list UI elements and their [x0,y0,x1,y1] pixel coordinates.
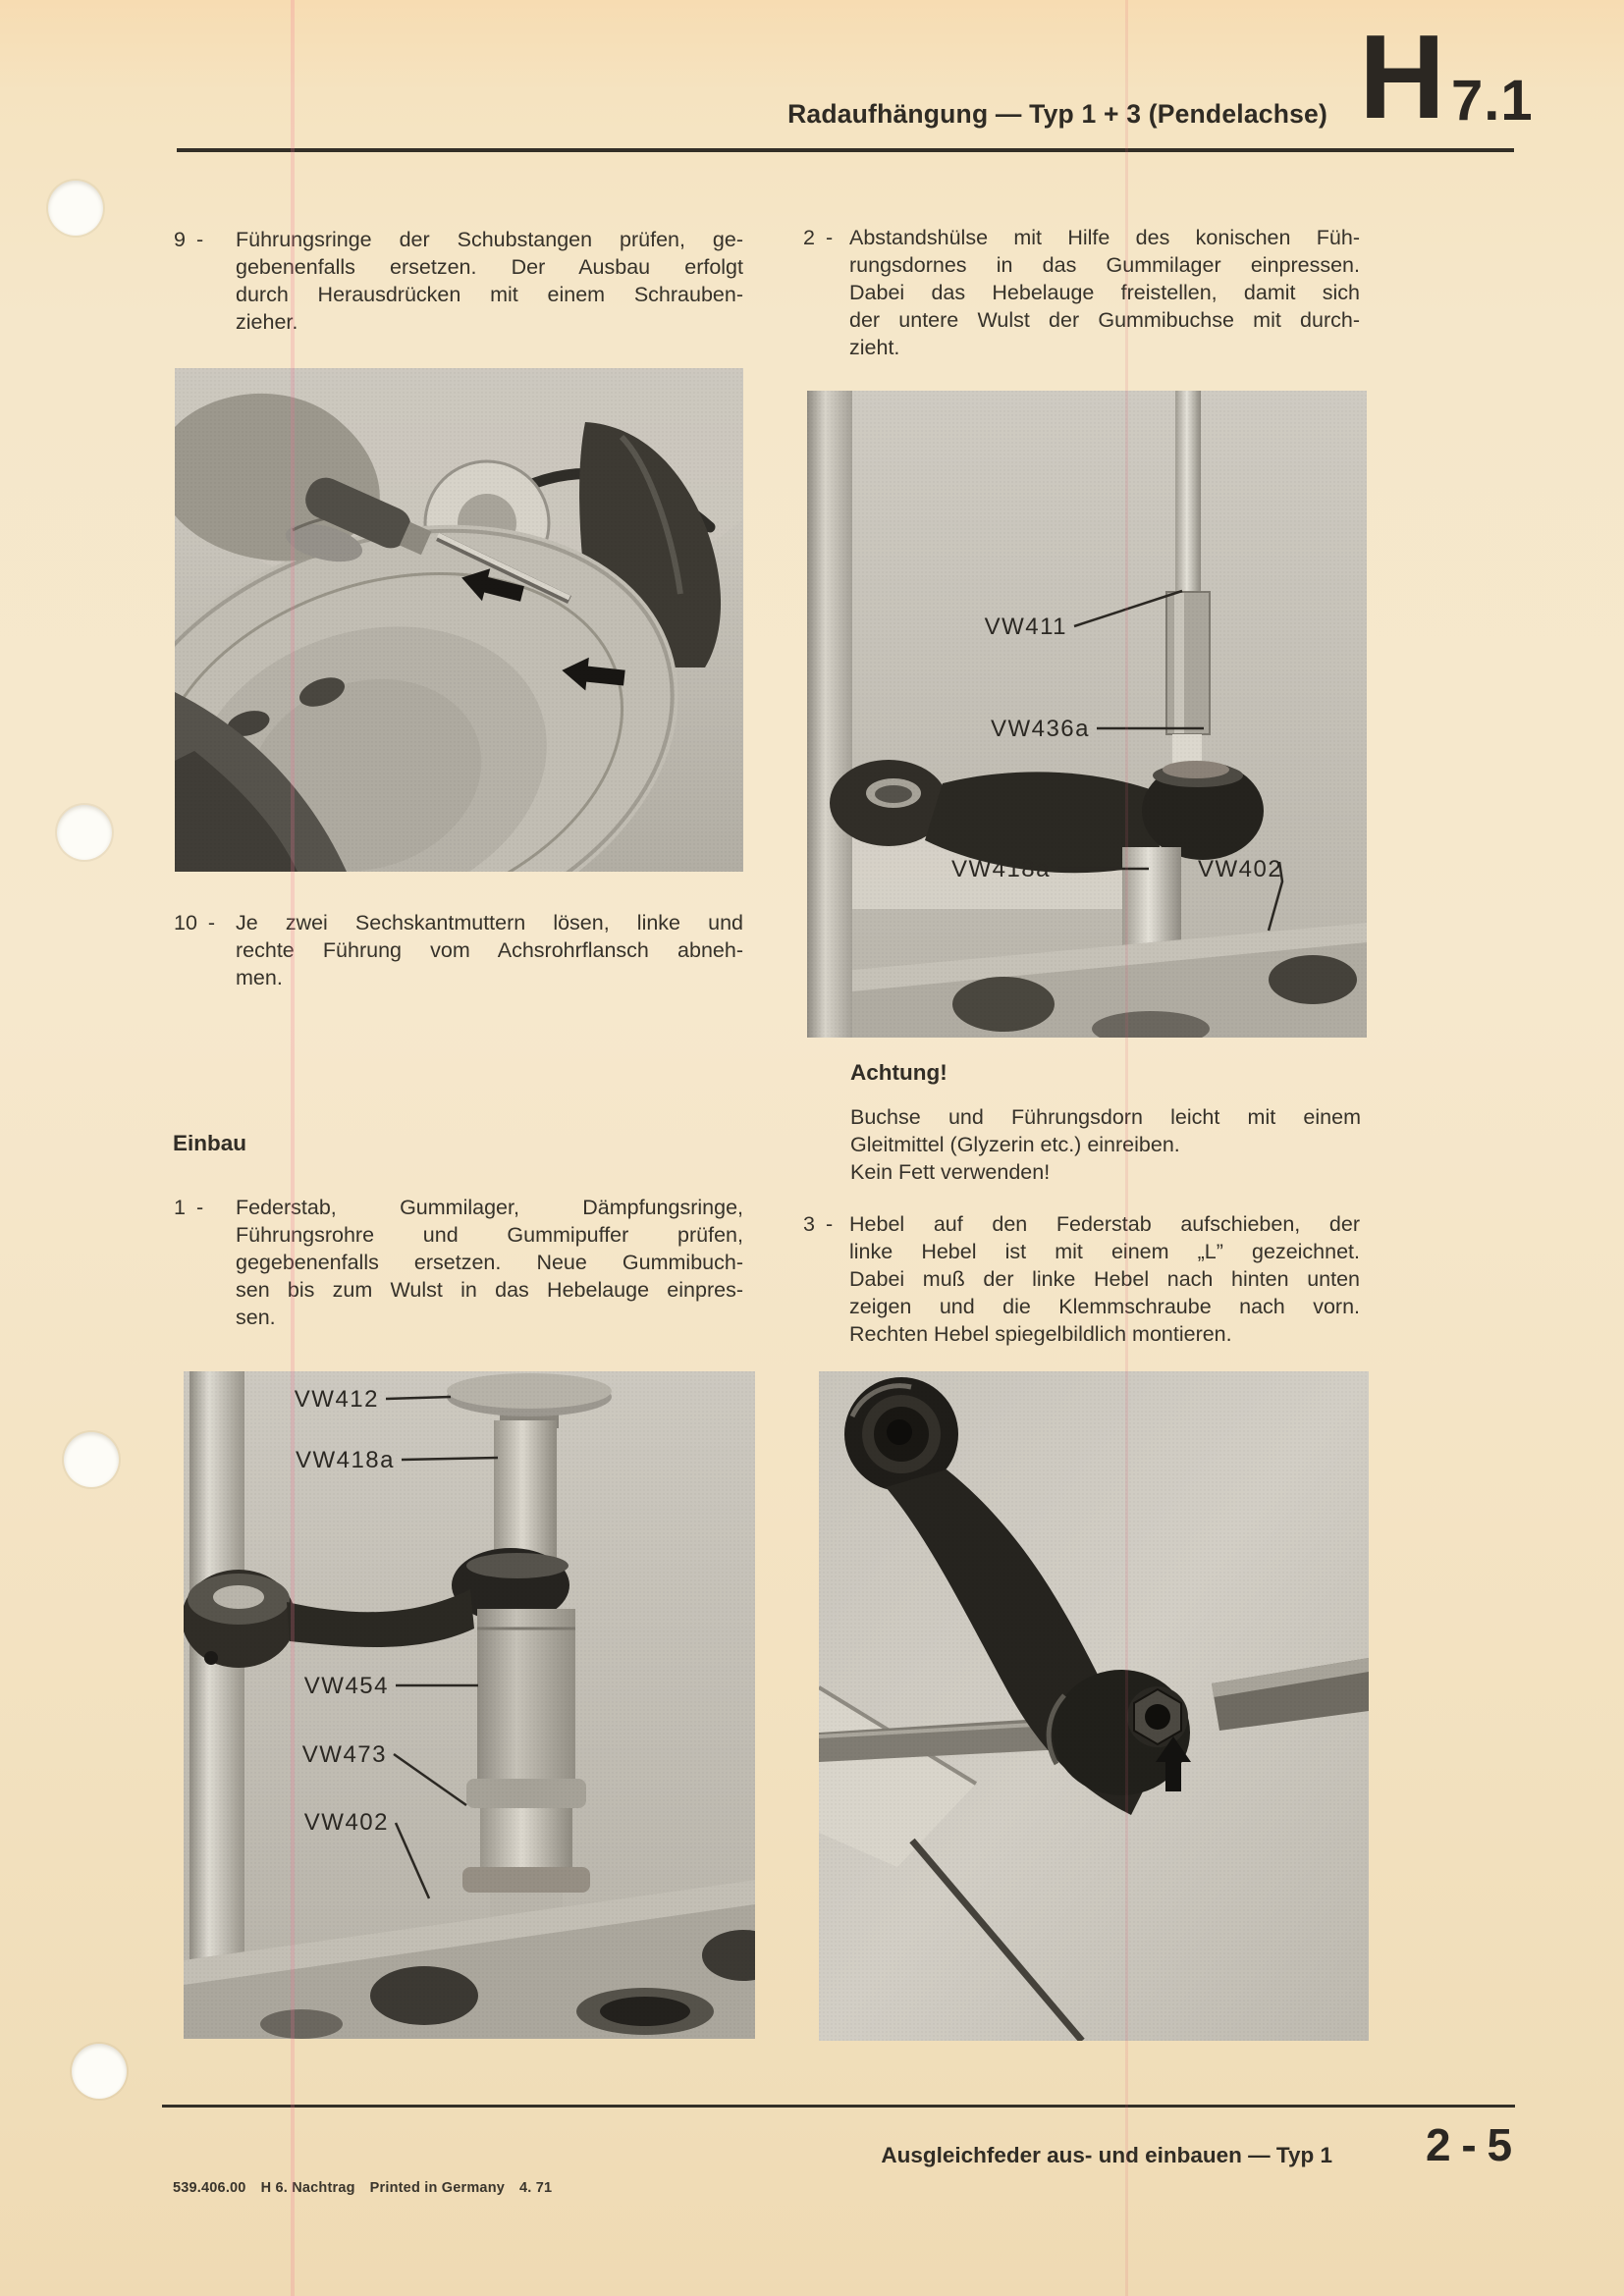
note-text-line: Kein Fett verwenden! [850,1160,1051,1184]
step-text-line: linke Hebel ist mit einem „L” gezeichnet. [849,1240,1360,1263]
imprint-part: Printed in Germany [369,2180,506,2196]
imprint-part: 4. 71 [519,2180,553,2196]
step-text-line: gebenenfalls ersetzen. Der Ausbau erfolgt [236,255,743,279]
footer-imprint [173,2180,552,2196]
step-1 [174,1194,743,1331]
step-text-line: Dabei das Hebelauge freistellen, damit sich [849,281,1360,304]
step-2 [803,224,1360,361]
step-3 [803,1210,1360,1348]
heading-achtung: Achtung! [850,1060,947,1085]
footer-section-title: Ausgleichfeder aus- und einbauen — Typ 1 [881,2143,1332,2167]
achtung-paragraph [850,1103,1361,1186]
step-text-line: men. [236,966,283,989]
step-text-line: Führungsrohre und Gummipuffer prüfen, [236,1223,743,1247]
step-text-line: Je zwei Sechskantmuttern lösen, linke und [236,911,743,934]
section-letter: H [1359,10,1446,143]
step-text-line: sen bis zum Wulst in das Hebelauge einpres- [236,1278,743,1302]
imprint-part: H 6. Nachtrag [260,2180,355,2196]
note-text-line: Buchse und Führungsdorn leicht mit einem [850,1105,1361,1129]
step-text-line: Hebel auf den Federstab aufschieben, der [849,1212,1360,1236]
section-code: 7.1 [1451,69,1534,133]
step-text-line: sen. [236,1306,276,1329]
photo-lever-torsion-bar [819,1371,1369,2041]
step-10 [174,909,743,991]
note-text-line: Gleitmittel (Glyzerin etc.) einreiben. [850,1133,1180,1156]
step-text-line: Federstab, Gummilager, Dämpfungsringe, [236,1196,743,1219]
step-text-line: Abstandshülse mit Hilfe des konischen Füh- [849,226,1360,249]
step-text-line: der untere Wulst der Gummibuchse mit durch- [849,308,1360,332]
punch-hole [64,1432,119,1487]
step-number: 1 - [174,1196,204,1219]
step-number: 10 - [174,911,216,934]
step-number: 9 - [174,228,204,251]
photo-press-tools [184,1371,755,2039]
step-text-line: Rechten Hebel spiegelbildlich montieren. [849,1322,1232,1346]
punch-hole [57,805,112,860]
step-9 [174,226,743,336]
photo-press-mandrel [807,391,1367,1038]
page-number: 2 - 5 [1426,2119,1512,2170]
step-text-line: durch Herausdrücken mit einem Schrauben- [236,283,743,306]
step-text-line: rechte Führung vom Achsrohrflansch abneh- [236,938,743,962]
punch-hole [72,2044,127,2099]
step-number: 2 - [803,226,834,249]
header-rule [177,148,1514,152]
step-text-line: rungsdornes in das Gummilager einpressen. [849,253,1360,277]
step-text-line: zeigen und die Klemmschraube nach vorn. [849,1295,1360,1318]
step-text-line: gegebenenfalls ersetzen. Neue Gummibuch- [236,1251,743,1274]
heading-einbau: Einbau [173,1131,247,1155]
step-text-line: zieher. [236,310,298,334]
step-text-line: zieht. [849,336,900,359]
step-text-line: Führungsringe der Schubstangen prüfen, ge- [236,228,743,251]
footer-rule [162,2105,1515,2108]
page-header-title: Radaufhängung — Typ 1 + 3 (Pendelachse) [787,99,1327,129]
punch-hole [48,181,103,236]
photo-drum-screwdriver [175,368,743,872]
imprint-part: 539.406.00 [173,2180,246,2196]
step-text-line: Dabei muß der linke Hebel nach hinten unten [849,1267,1360,1291]
step-number: 3 - [803,1212,834,1236]
